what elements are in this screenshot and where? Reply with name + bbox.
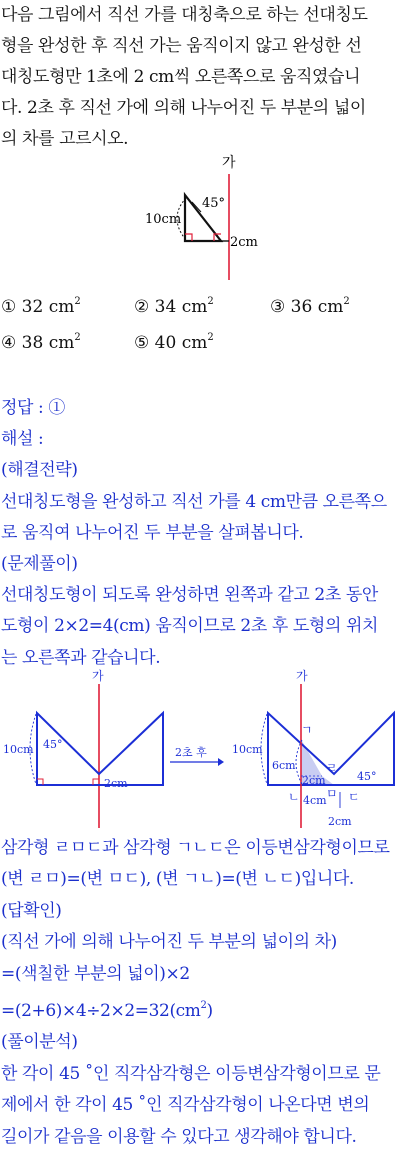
problem-line: 는 오른쪽과 같습니다.	[1, 647, 161, 668]
question-figure	[0, 150, 400, 280]
strategy-heading: (해결전략)	[1, 460, 78, 481]
side-label: 10cm	[145, 212, 182, 227]
question-line: 형을 완성한 후 직선 가는 움직이지 않고 완성한 선	[1, 36, 362, 56]
left-side-label: 10cm	[3, 743, 34, 756]
analysis-line: 길이가 같음을 이용할 수 있다고 생각해야 합니다.	[1, 1126, 357, 1147]
triangle-figure-svg	[0, 150, 400, 280]
choice-2[interactable]: ② 34 $cm^2$	[134, 296, 214, 317]
right-side-label: 10cm	[232, 743, 263, 756]
left-angle-label: 45°	[43, 738, 63, 751]
analysis-line: 제에서 한 각이 45 ˚인 직각삼각형이 나온다면 변의	[1, 1095, 370, 1116]
line-label: 가	[222, 155, 236, 171]
solution-figure	[0, 668, 400, 830]
analysis-heading: (풀이분석)	[1, 1032, 78, 1053]
calculation-line: $=(2+6)\times 4\div 2\times 2=32(cm^2)$	[1, 1000, 213, 1022]
solution-figure-svg	[0, 668, 400, 830]
check-heading: (답확인)	[1, 900, 62, 921]
solution-line: 삼각형 ㄹㅁㄷ과 삼각형 ㄱㄴㄷ은 이등변삼각형이므로	[1, 838, 390, 858]
choice-5[interactable]: ⑤ 40 $cm^2$	[134, 332, 214, 353]
solution-section	[0, 393, 400, 674]
choice-4[interactable]: ④ 38 $cm^2$	[1, 332, 81, 353]
question-line: 다. 2초 후 직선 가에 의해 나누어진 두 부분의 넓이	[1, 98, 366, 118]
offset-label: 2cm	[230, 235, 258, 250]
point-m: ㅁ	[326, 787, 338, 801]
left-offset-label: 2cm	[104, 777, 128, 790]
angle-label: 45°	[202, 196, 226, 211]
point-r: ㄹ	[326, 761, 338, 775]
inner-side-label: 6cm	[272, 759, 296, 772]
right-line-label: 가	[296, 669, 308, 683]
solution-line: =(색칠한 부분의 넓이)×2	[1, 963, 190, 984]
problem-heading: (문제풀이)	[1, 554, 78, 575]
point-d: ㄷ	[348, 790, 360, 804]
solution-line: (변 ㄹㅁ)=(변 ㅁㄷ), (변 ㄱㄴ)=(변 ㄴㄷ)입니다.	[1, 869, 354, 890]
strategy-line: 선대칭도형을 완성하고 직선 가를 4 cm만큼 오른쪽으	[1, 491, 387, 512]
arrow-head-icon	[218, 758, 224, 766]
arrow-label: 2초 후	[175, 746, 207, 759]
question-line: 대칭도형만 1초에 2 cm씩 오른쪽으로 움직였습니	[1, 67, 361, 87]
left-line-label: 가	[92, 669, 104, 683]
bottom-label: 4cm	[303, 794, 327, 807]
answer-line: 정답 : ①	[1, 398, 65, 418]
choice-3[interactable]: ③ 36 $cm^2$	[270, 296, 350, 317]
problem-line: 도형이 2×2=4(cm) 움직이므로 2초 후 도형의 위치	[1, 616, 379, 637]
analysis-line: 한 각이 45 ˚인 직각삼각형은 이등변삼각형이므로 문	[1, 1063, 381, 1084]
point-n: ㄴ	[288, 790, 300, 804]
question-line: 다음 그림에서 직선 가를 대칭축으로 하는 선대칭도	[1, 5, 368, 25]
problem-line: 선대칭도형이 되도록 완성하면 왼쪽과 같고 2초 동안	[1, 585, 378, 606]
solution-line: (직선 가에 의해 나누어진 두 부분의 넓이의 차)	[1, 932, 337, 953]
point-g: ㄱ	[301, 723, 313, 737]
solution-continued	[0, 833, 400, 1153]
right-angle-label: 45°	[357, 770, 377, 783]
strategy-line: 로 움직여 나누어진 두 부분을 살펴봅니다.	[1, 522, 304, 543]
explain-heading: 해설 :	[1, 429, 44, 450]
choice-1[interactable]: ① 32 $cm^2$	[1, 296, 81, 317]
below-label: 2cm	[328, 815, 352, 828]
question-text	[0, 0, 400, 155]
question-line: 의 차를 고르시오.	[1, 129, 129, 149]
shaded-label: 2cm	[302, 774, 326, 787]
